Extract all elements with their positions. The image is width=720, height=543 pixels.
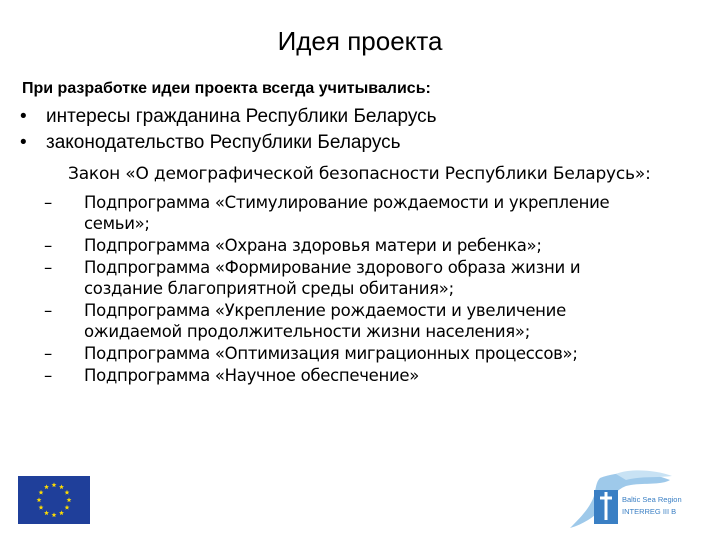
dash-icon: – [44,258,52,277]
subprogram-line: создание благоприятной среды обитания»; [84,279,454,298]
bullet-text: интересы гражданина Республики Беларусь [46,106,437,127]
subprogram-list [44,192,704,387]
subprogram-line: Подпрограмма «Стимулирование рождаемости и укрепление [84,193,610,212]
law-title: Закон «О демографической безопасности Республики Беларусь»: [68,164,651,184]
subprogram-item [44,300,704,342]
bullet-text: законодательство Республики Беларусь [46,132,401,153]
subprogram-line: ожидаемой продолжительности жизни населения»; [84,322,530,341]
dash-icon: – [44,366,52,385]
dash-icon: – [44,301,52,320]
interreg-line2: INTERREG III B [622,507,677,516]
bullet-list [18,104,708,156]
subprogram-line: Подпрограмма «Укрепление рождаемости и увеличение [84,301,566,320]
subprogram-item [44,365,704,386]
bullet-item [18,130,708,156]
interreg-logo [560,468,710,538]
dash-icon: – [44,193,52,212]
eu-flag-logo [18,476,90,524]
dash-icon: – [44,236,52,255]
subprogram-line: Подпрограмма «Формирование здорового образа жизни и [84,258,581,277]
subprogram-item [44,192,704,234]
subprogram-line: Подпрограмма «Охрана здоровья матери и ребенка»; [84,236,542,255]
intro-text: При разработке идеи проекта всегда учитывались: [22,80,431,97]
eu-stars-icon [18,476,90,524]
subprogram-line: семьи»; [84,214,150,233]
subprogram-line: Подпрограмма «Научное обеспечение» [84,366,420,385]
bullet-icon: • [20,106,27,127]
bullet-icon: • [20,132,27,153]
slide-title: Идея проекта [277,26,443,56]
bullet-item [18,104,708,130]
subprogram-item [44,343,704,364]
subprogram-item [44,235,704,256]
baltic-sea-logo-icon [560,468,710,538]
subprogram-item [44,257,704,299]
interreg-line1: Baltic Sea Region [622,495,682,504]
subprogram-line: Подпрограмма «Оптимизация миграционных процессов»; [84,344,578,363]
dash-icon: – [44,344,52,363]
